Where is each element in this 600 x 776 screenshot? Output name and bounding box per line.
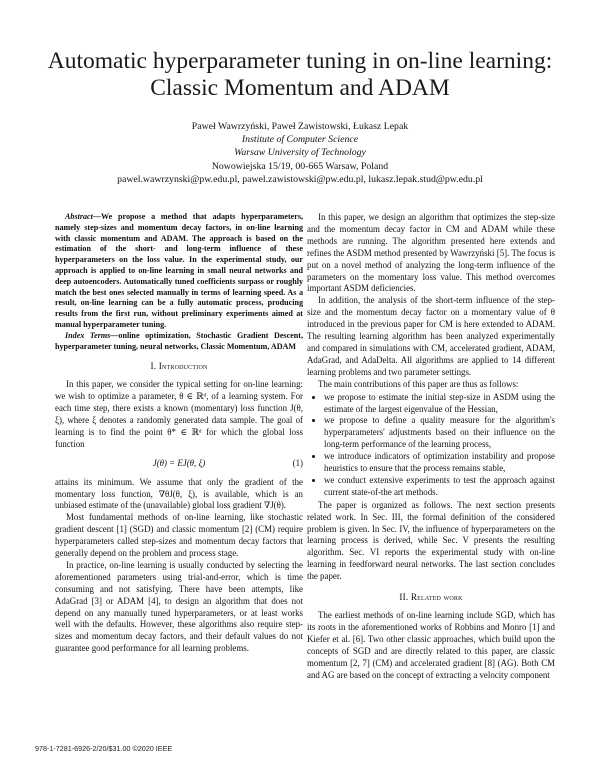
- equation-1: [55, 458, 303, 470]
- paper-title: Automatic hyperparameter tuning in on-line learning: Classic Momentum and ADAM: [47, 48, 553, 101]
- paragraph: In this paper, we design an algorithm that optimizes the step-size and the momentum decay factor in CM and ADAM while these methods are running. The algorithm presented here extends and refines the ASDM method presented by Wawrzyński [5]. The focus is put on a novel method of analyzing the long-term influence of the parameters on the momentary loss value. This method overcomes important ASDM deficiencies.: [307, 212, 555, 294]
- right-column: [307, 212, 555, 681]
- index-terms: online optimization, Stochastic Gradient Descent, hyperparameter tuning, neural networks, Classic Momentum, ADAM: [55, 330, 303, 351]
- list-item: • we conduct extensive experiments to test the approach against current state-of-the art methods.: [324, 475, 555, 499]
- list-item: • we propose to define a quality measure for the algorithm's hyperparameters' adjustments based on their influence on the long-term performance of the learning process,: [324, 415, 555, 451]
- index-terms-label: Index Terms—: [65, 330, 119, 340]
- author-names: Paweł Wawrzyński, Paweł Zawistowski, Łukasz Lepak: [191, 121, 409, 132]
- author-address: Nowowiejska 15/19, 00-665 Warsaw, Poland: [211, 160, 389, 172]
- list-item: • we introduce indicators of optimization instability and propose heuristics to ensure that the process remains stable,: [324, 451, 555, 475]
- abstract-label: Abstract—: [65, 212, 101, 221]
- paragraph: In practice, on-line learning is usually conducted by selecting the aforementioned parameters using trial-and-error, which is time consuming and not satisfying. There have been attempts, like AdaGrad [3] or ADAM [4], to design an algorithm that does not depend on any manually tuned hyperparameters, or at least works well with the defaults. However, these algorithms also require step-sizes and momentum decay factors, and their default values do not guarantee good performance for all learning problems.: [55, 559, 303, 654]
- equation-number: (1): [292, 457, 303, 468]
- paragraph: The earliest methods of on-line learning include SGD, which has its roots in the aforementioned works of Robbins and Monro [1] and Kiefer et al. [6]. Two other classic approaches, which build upon the concepts of SGD and are directly related to this paper, are classic momentum [2, 7] (CM) and accelerated gradient [8] (AG). Both CM and AG are based on the concept of extracting a velocity component: [307, 610, 555, 680]
- author-block: [40, 120, 560, 186]
- section-heading-related-work: II. Related work: [399, 592, 463, 603]
- paragraph: The main contributions of this paper are thus as follows:: [318, 378, 519, 389]
- author-university: Warsaw University of Technology: [234, 147, 366, 159]
- copyright-footer: 978-1-7281-6926-2/20/$31.00 ©2020 IEEE: [35, 744, 173, 753]
- paragraph: Most fundamental methods of on-line learning, like stochastic gradient descent [1] (SGD) and classic momentum [2] (CM) require hyperparameters called step-sizes and momentum decay factors that generally depend on the problem and process stage.: [55, 512, 303, 559]
- section-heading-introduction: I. Introduction: [150, 361, 208, 372]
- equation-body: J(θ) = EJ(θ, ξ): [152, 457, 206, 468]
- author-emails: pawel.wawrzynski@pw.edu.pl, pawel.zawistowski@pw.edu.pl, lukasz.lepak.stud@pw.edu.pl: [117, 173, 483, 185]
- abstract: [55, 212, 303, 352]
- author-institute: Institute of Computer Science: [241, 134, 359, 146]
- paragraph: In addition, the analysis of the short-term influence of the step-size and the momentum decay factor on a momentary value of θ introduced in the previous paper for CM is here extended to ADAM. The resulting learning algorithm has been analyzed experimentally and compared in simulations with CM, accelerated gradient, ADAM, AdaGrad, and AdaDelta. All algorithms are applied to 14 different learning problems and two parameter settings.: [307, 295, 555, 377]
- contributions-list: [307, 392, 555, 499]
- abstract-text: We propose a method that adapts hyperparameters, namely step-sizes and momentum decay factors, in on-line learning with classic momentum and ADAM. The approach is based on the estimation of the short- and long-term influence of these hyperparameters on the loss value. In the experimental study, our approach is applied to on-line learning in small neural networks and deep autoencoders. Automatically tuned coefficients surpass or roughly match the best ones selected manually in terms of learning speed. As a result, on-line learning can be a fully automatic process, producing results from the first run, without preliminary experiments aimed at manual hyperparameter tuning.: [55, 212, 303, 329]
- paragraph: In this paper, we consider the typical setting for on-line learning: we wish to optimize a parameter, θ ∈ ℝᵈ, of a learning system. For each time step, there exists a known (momentary) loss function J(θ, ξ), where ξ denotes a randomly generated data sample. The goal of learning is to find the point θ* ∈ ℝᵈ for which the global loss function: [55, 379, 303, 449]
- paragraph: attains its minimum. We assume that only the gradient of the momentary loss function, ∇θJ(θ, ξ), is available, which is an unbiased estimate of the (unavailable) global loss gradient ∇J(θ).: [55, 476, 303, 511]
- paragraph: The paper is organized as follows. The next section presents related work. In Sec. III, the formal definition of the considered problem is given. In Sec. IV, the influence of hyperparameters on the learning process is derived, while Sec. V presents the resulting algorithm. Sec. VI reports the experimental study with on-line learning in feedforward neural networks. The last section concludes the paper.: [307, 499, 555, 582]
- list-item: • we propose to estimate the initial step-size in ASDM using the estimate of the largest eigenvalue of the Hessian,: [324, 392, 555, 416]
- left-column: [55, 212, 303, 655]
